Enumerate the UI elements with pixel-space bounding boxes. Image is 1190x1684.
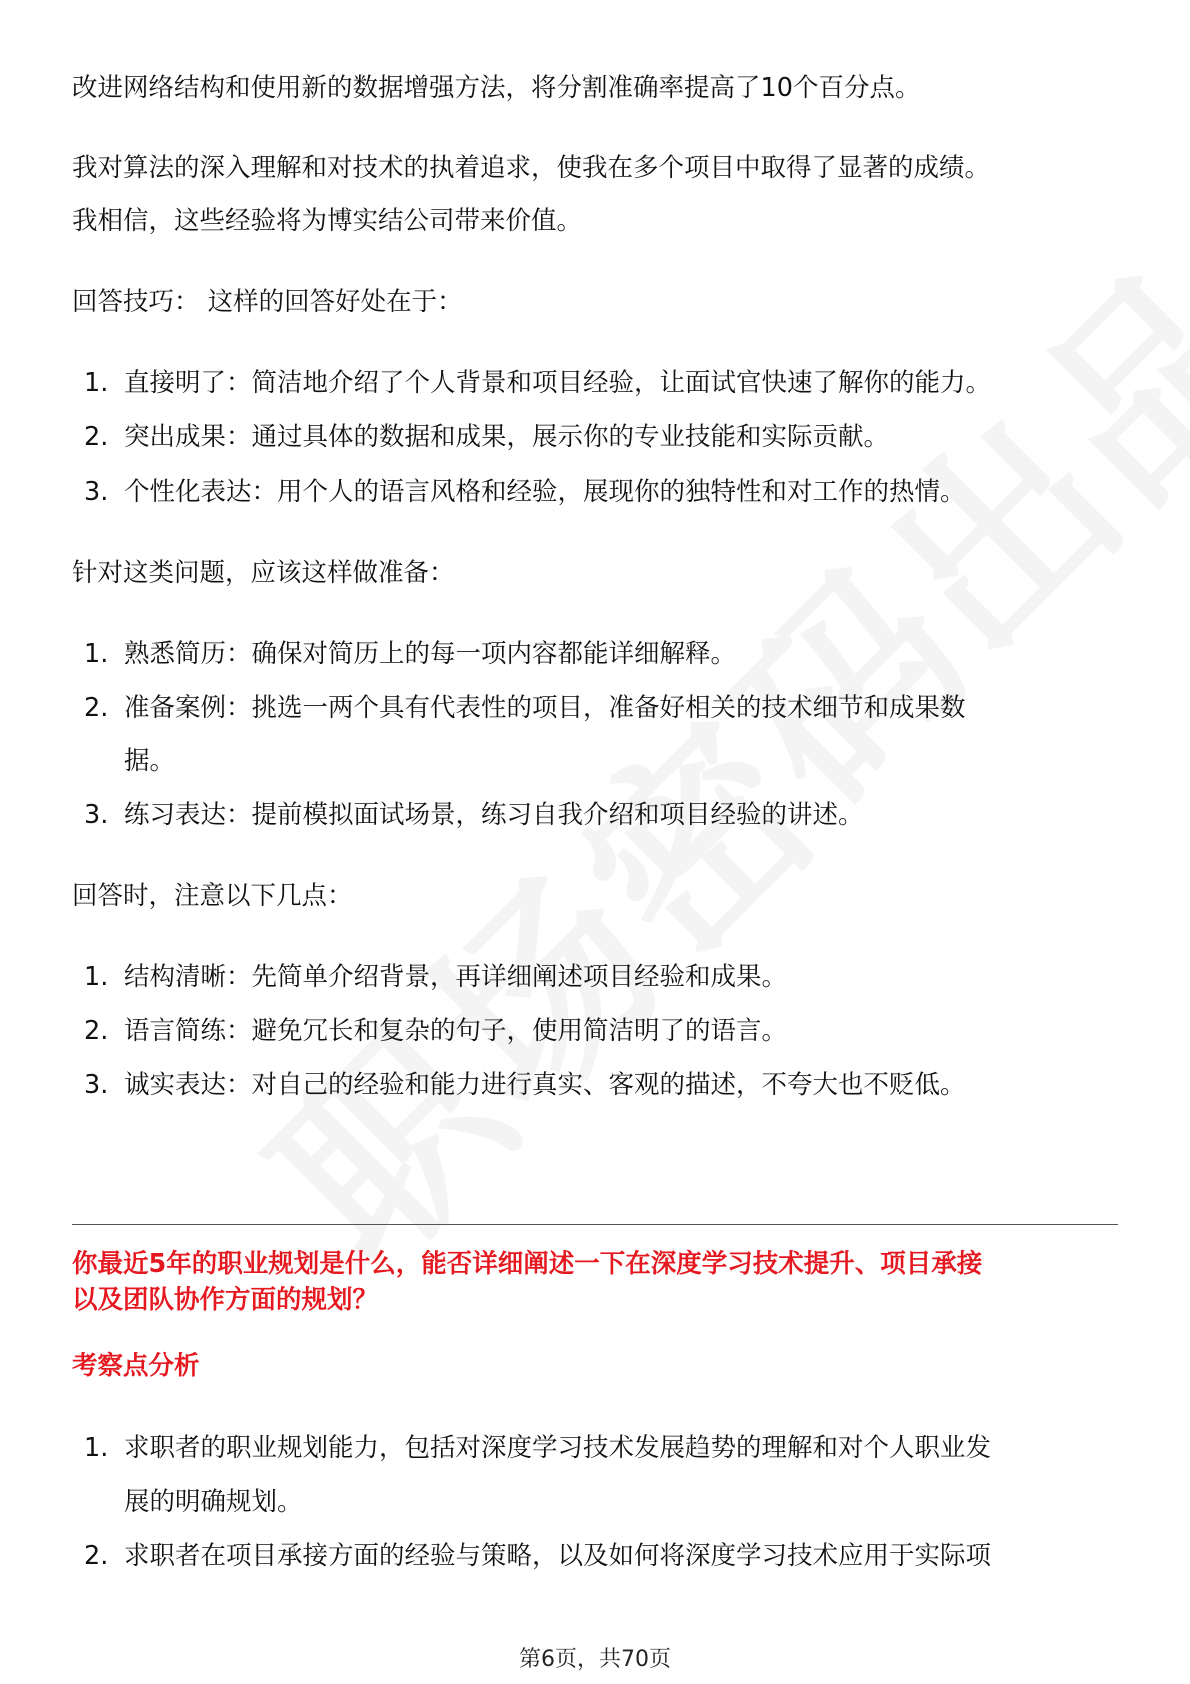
list-number: 2. <box>84 422 109 452</box>
prep-heading: 针对这类问题，应该这样做准备： <box>72 558 455 588</box>
question-line-1: 你最近5年的职业规划是什么，能否详细阐述一下在深度学习技术提升、项目承接 <box>72 1249 983 1279</box>
list-item: 熟悉简历：确保对简历上的每一项内容都能详细解释。 <box>124 639 737 669</box>
list-item: 直接明了：简洁地介绍了个人背景和项目经验，让面试官快速了解你的能力。 <box>124 368 992 398</box>
list-item: 诚实表达：对自己的经验和能力进行真实、客观的描述，不夸大也不贬低。 <box>124 1070 966 1100</box>
section-divider <box>72 1224 1118 1225</box>
question-line-2: 以及团队协作方面的规划？ <box>72 1285 379 1315</box>
list-number: 3. <box>84 800 109 830</box>
analysis-heading: 考察点分析 <box>72 1351 200 1381</box>
list-number: 2. <box>84 1541 109 1571</box>
list-item: 结构清晰：先简单介绍背景，再详细阐述项目经验和成果。 <box>124 962 788 992</box>
list-number: 1. <box>84 1433 109 1463</box>
list-number: 1. <box>84 639 109 669</box>
list-item: 突出成果：通过具体的数据和成果，展示你的专业技能和实际贡献。 <box>124 422 890 452</box>
list-number: 3. <box>84 477 109 507</box>
list-number: 3. <box>84 1070 109 1100</box>
list-number: 2. <box>84 1016 109 1046</box>
intro-line-1: 改进网络结构和使用新的数据增强方法，将分割准确率提高了10个百分点。 <box>72 73 921 103</box>
list-item: 个性化表达：用个人的语言风格和经验，展现你的独特性和对工作的热情。 <box>124 477 966 507</box>
notes-heading: 回答时，注意以下几点： <box>72 881 353 911</box>
list-item-continuation: 展的明确规划。 <box>124 1487 303 1517</box>
list-item: 求职者的职业规划能力，包括对深度学习技术发展趋势的理解和对个人职业发 <box>124 1433 992 1463</box>
tips-heading: 回答技巧： 这样的回答好处在于： <box>72 287 463 317</box>
page-number: 第6页，共70页 <box>519 1647 671 1672</box>
list-item-continuation: 据。 <box>124 746 176 776</box>
list-item: 练习表达：提前模拟面试场景，练习自我介绍和项目经验的讲述。 <box>124 800 864 830</box>
intro-para2-line-2: 我相信，这些经验将为博实结公司带来价值。 <box>72 206 583 236</box>
list-number: 2. <box>84 693 109 723</box>
list-item: 语言简练：避免冗长和复杂的句子，使用简洁明了的语言。 <box>124 1016 788 1046</box>
list-item: 准备案例：挑选一两个具有代表性的项目，准备好相关的技术细节和成果数 <box>124 693 966 723</box>
list-number: 1. <box>84 368 109 398</box>
list-item: 求职者在项目承接方面的经验与策略，以及如何将深度学习技术应用于实际项 <box>124 1541 992 1571</box>
list-number: 1. <box>84 962 109 992</box>
intro-para2-line-1: 我对算法的深入理解和对技术的执着追求，使我在多个项目中取得了显著的成绩。 <box>72 153 991 183</box>
